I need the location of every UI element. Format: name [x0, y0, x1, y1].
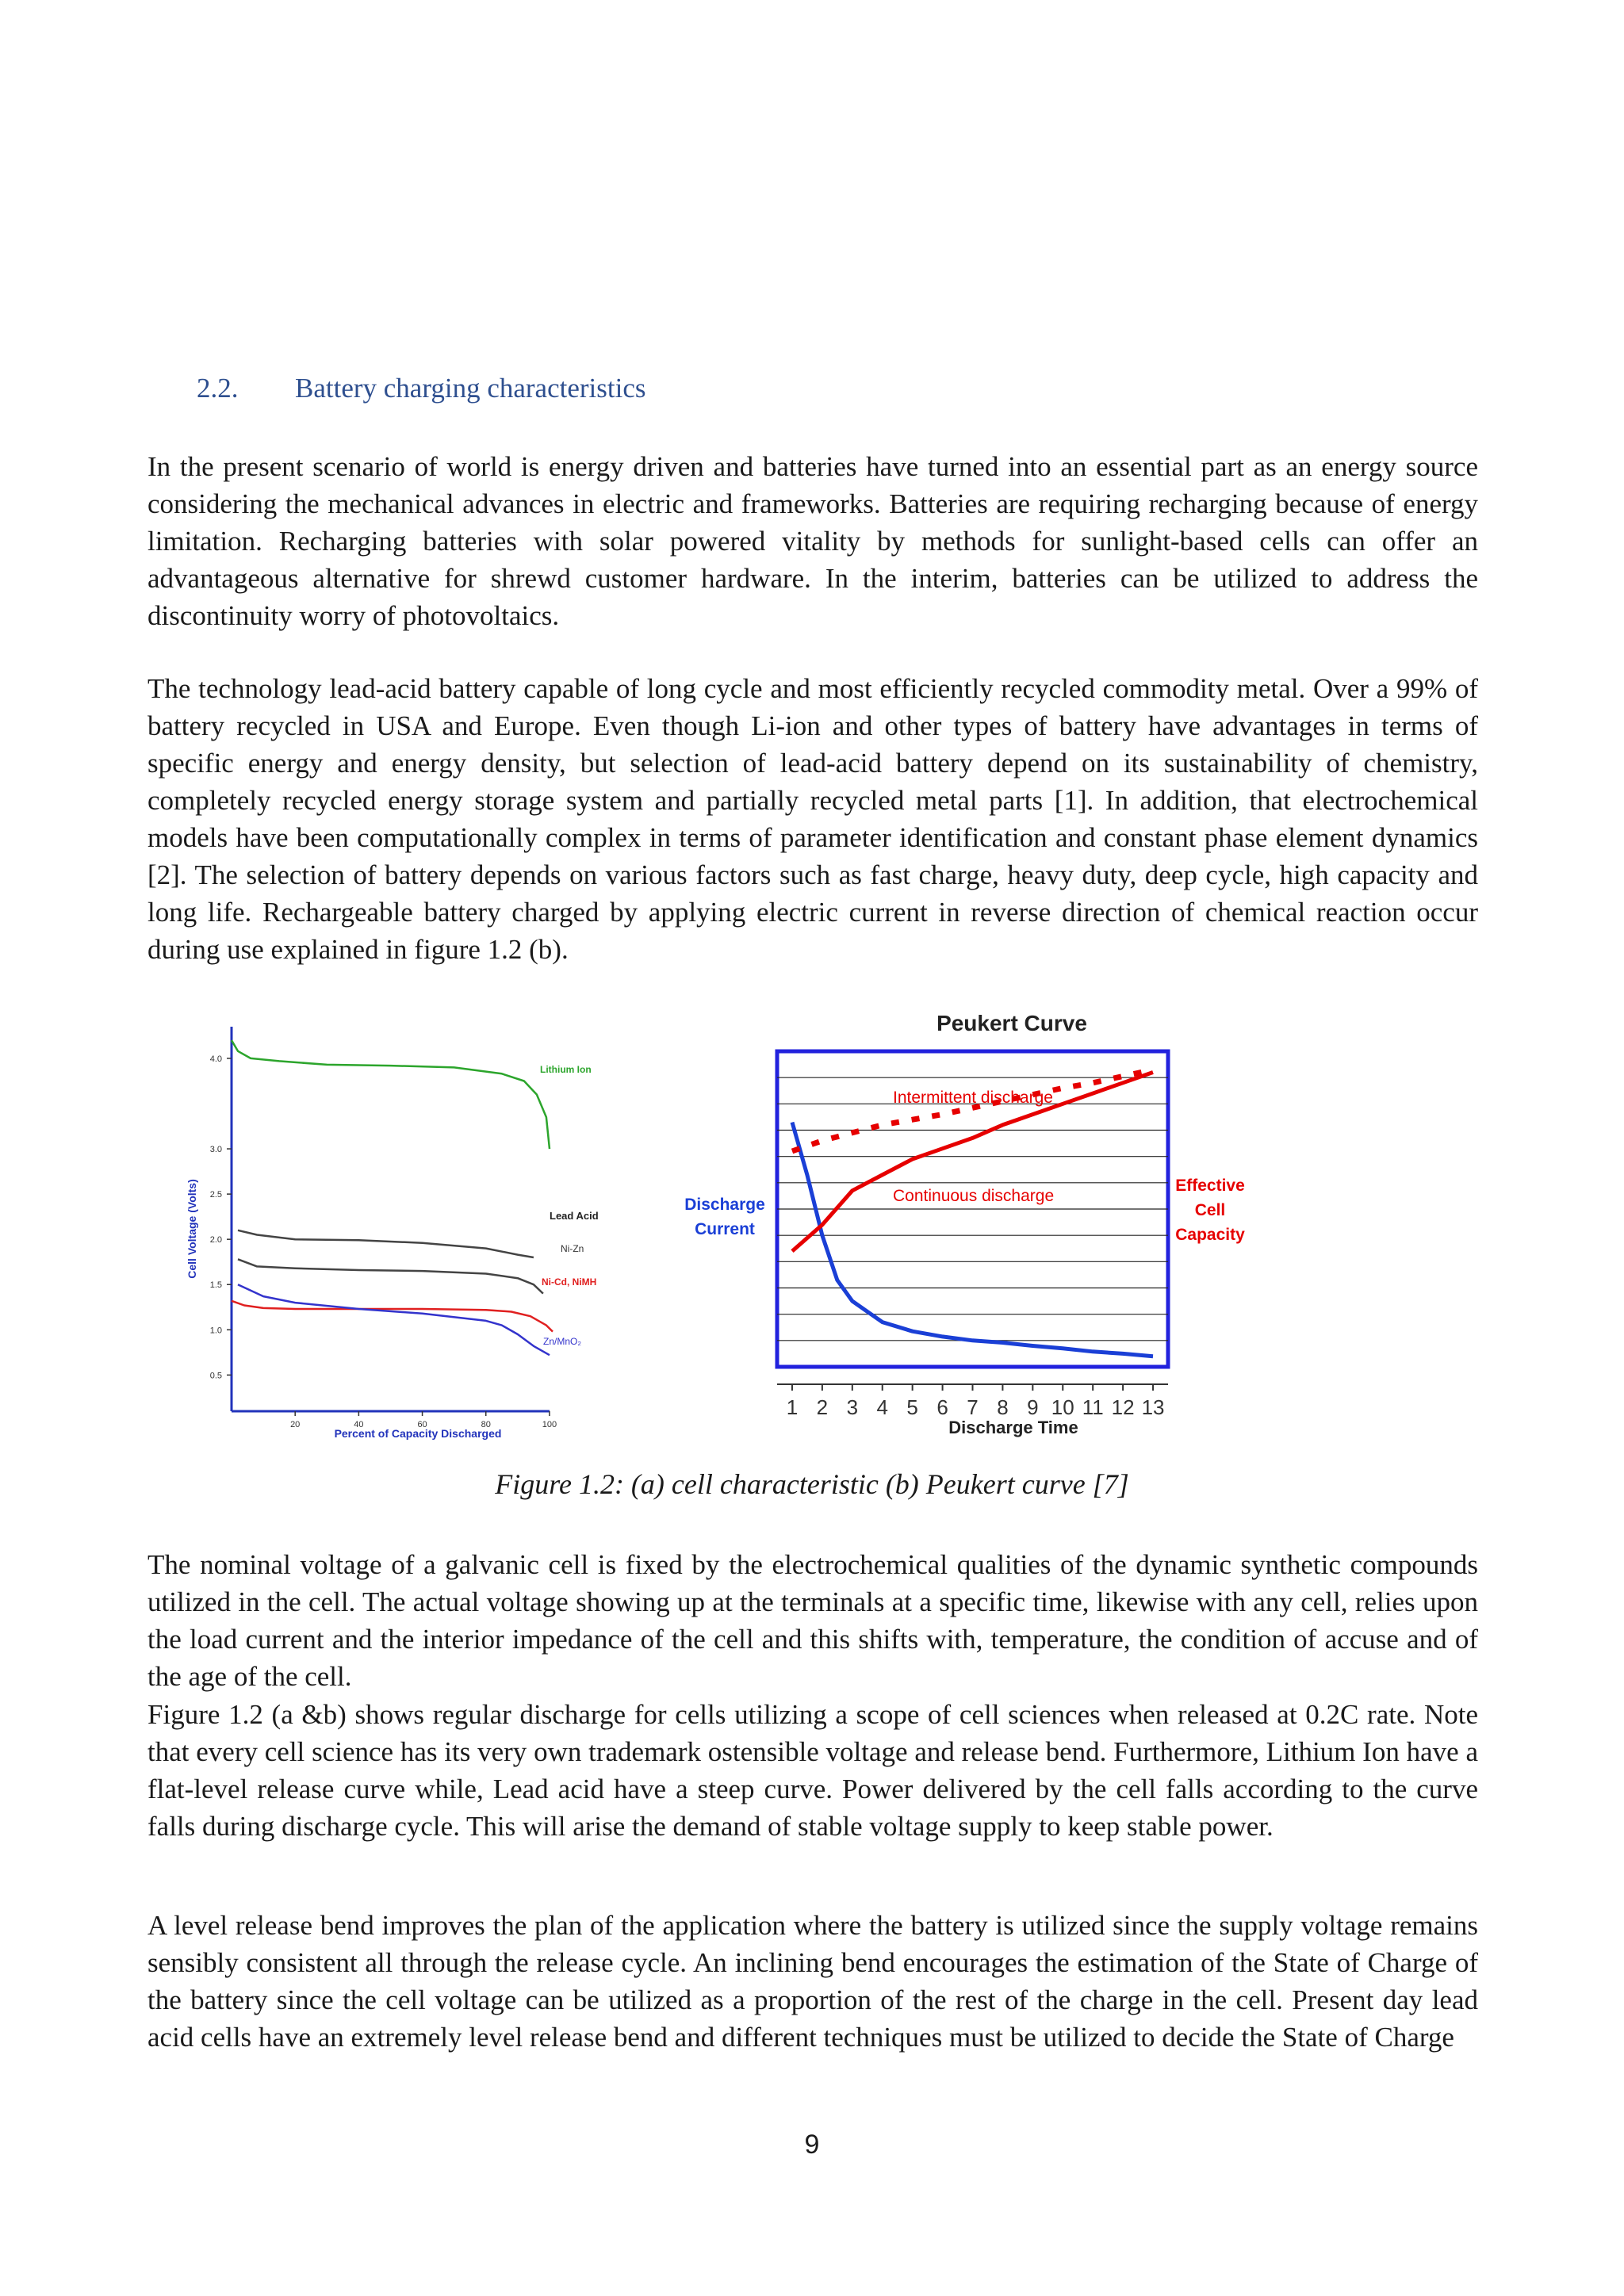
a-y-tick-label: 1.0 [209, 1326, 222, 1336]
a-y-tick-label: 4.0 [209, 1054, 222, 1064]
paragraph-nominal-voltage: The nominal voltage of a galvanic cell is fixed by the electrochemical qualities of the dynamic synthetic compounds utilized in the cell. The actual voltage showing up at the terminals at a specific time, likewise with any cell, relies upon the load current and the interior impedance of the cell and this shifts with, temperature, the condition of accuse and of the age of the cell. [147, 1549, 1478, 1692]
a-label-nicd-nimh: Ni-Cd, NiMH [542, 1276, 597, 1288]
a-x-tick-label: 60 [417, 1420, 427, 1429]
section-number: 2.2. [197, 373, 239, 404]
a-series-line [238, 1259, 543, 1293]
a-label-zn-mno2: Zn/MnO₂ [543, 1336, 581, 1347]
a-x-tick-label: 100 [542, 1420, 557, 1429]
a-y-tick-label: 1.5 [209, 1280, 222, 1291]
b-xlabel: Discharge Time [948, 1418, 1078, 1437]
b-x-tick-label: 5 [906, 1395, 918, 1419]
b-ylabel-right: Effective Cell Capacity [1175, 1177, 1245, 1244]
a-x-tick-label: 40 [354, 1420, 364, 1429]
a-y-tick-label: 0.5 [209, 1371, 222, 1381]
b-x-tick-label: 2 [816, 1395, 829, 1419]
b-annotation-continuous: Continuous discharge [893, 1187, 1055, 1205]
b-x-tick-label: 1 [786, 1395, 799, 1419]
b-ylabel-left: Discharge Current [684, 1196, 765, 1238]
a-series-line [238, 1230, 534, 1257]
b-x-tick-label: 13 [1141, 1395, 1165, 1419]
page-number: 9 [804, 2130, 820, 2160]
b-x-tick-label: 6 [936, 1395, 948, 1419]
a-y-tick-label: 2.5 [209, 1190, 222, 1200]
paragraph-level-release: A level release bend improves the plan of the application where the battery is utilized since the supply voltage remains sensibly consistent all through the release cycle. An inclining bend encourages the estimation of the State of Charge of the battery since the cell voltage can be utilized as a proportion of the rest of the charge in the cell. Present day lead acid cells have an extremely level release bend and different techniques must be utilized to decide the State of Charge [147, 1910, 1478, 2053]
b-x-tick-label: 8 [997, 1395, 1009, 1419]
a-xlabel: Percent of Capacity Discharged [334, 1427, 502, 1440]
a-x-tick-label: 80 [481, 1420, 491, 1429]
b-annotation-intermittent: Intermittent discharge [893, 1089, 1053, 1107]
peukert-curve-chart [682, 999, 1269, 1451]
a-y-tick-label: 2.0 [209, 1235, 222, 1246]
figure-caption: Figure 1.2: (a) cell characteristic (b) Peukert curve [7] [495, 1468, 1129, 1500]
b-x-tick-label: 12 [1111, 1395, 1135, 1419]
a-y-tick-label: 3.0 [209, 1145, 222, 1155]
paragraph-discharge: Figure 1.2 (a &b) shows regular discharge for cells utilizing a scope of cell sciences when released at 0.2C rate. Note that every cell science has its very own trademark ostensible voltage and release bend. Furthermore, Lithium Ion have a flat-level release curve while, Lead acid have a steep curve. Power delivered by the cell falls according to the curve falls during discharge cycle. This will arise the demand of stable voltage supply to keep stable power. [147, 1699, 1478, 1842]
paragraph-intro: In the present scenario of world is energy driven and batteries have turned into an essential part as an energy source considering the mechanical advances in electric and frameworks. Batteries are requiring recharging because of energy limitation. Recharging batteries with solar powered vitality by methods for sunlight-based cells can offer an advantageous alternative for shrewd customer hardware. In the interim, batteries can be utilized to address the discontinuity worry of photovoltaics. [147, 451, 1478, 631]
b-x-tick-label: 10 [1051, 1395, 1074, 1419]
a-x-tick-label: 20 [290, 1420, 301, 1429]
cell-characteristic-chart [178, 1003, 622, 1451]
a-series-line [238, 1284, 550, 1355]
section-title: Battery charging characteristics [295, 373, 646, 404]
paragraph-lead-acid: The technology lead-acid battery capable of long cycle and most efficiently recycled commodity metal. Over a 99% of battery recycled in USA and Europe. Even though Li-ion and other types of battery have advantages in terms of specific energy and energy density, but selection of lead-acid battery depend on its sustainability of chemistry, completely recycled energy storage system and partially recycled metal parts [1]. In addition, that electrochemical models have been computationally complex in terms of parameter identification and constant phase element dynamics [2]. The selection of battery depends on various factors such as fast charge, heavy duty, deep cycle, high capacity and long life. Rechargeable battery charged by applying electric current in reverse direction of chemical reaction occur during use explained in figure 1.2 (b). [147, 673, 1478, 965]
a-ylabel: Cell Voltage (Volts) [186, 1179, 198, 1279]
b-x-tick-label: 11 [1082, 1395, 1104, 1419]
b-x-tick-label: 4 [876, 1395, 888, 1419]
b-title: Peukert Curve [936, 1011, 1087, 1035]
a-label-ni-zn: Ni-Zn [561, 1243, 584, 1254]
b-x-tick-label: 3 [846, 1395, 859, 1419]
a-label-lead-acid: Lead Acid [550, 1210, 599, 1222]
a-label-lithium-ion: Lithium Ion [540, 1064, 592, 1075]
b-x-tick-label: 9 [1027, 1395, 1039, 1419]
b-x-tick-label: 7 [967, 1395, 979, 1419]
section-heading [197, 373, 646, 404]
a-series-line [232, 1040, 550, 1149]
